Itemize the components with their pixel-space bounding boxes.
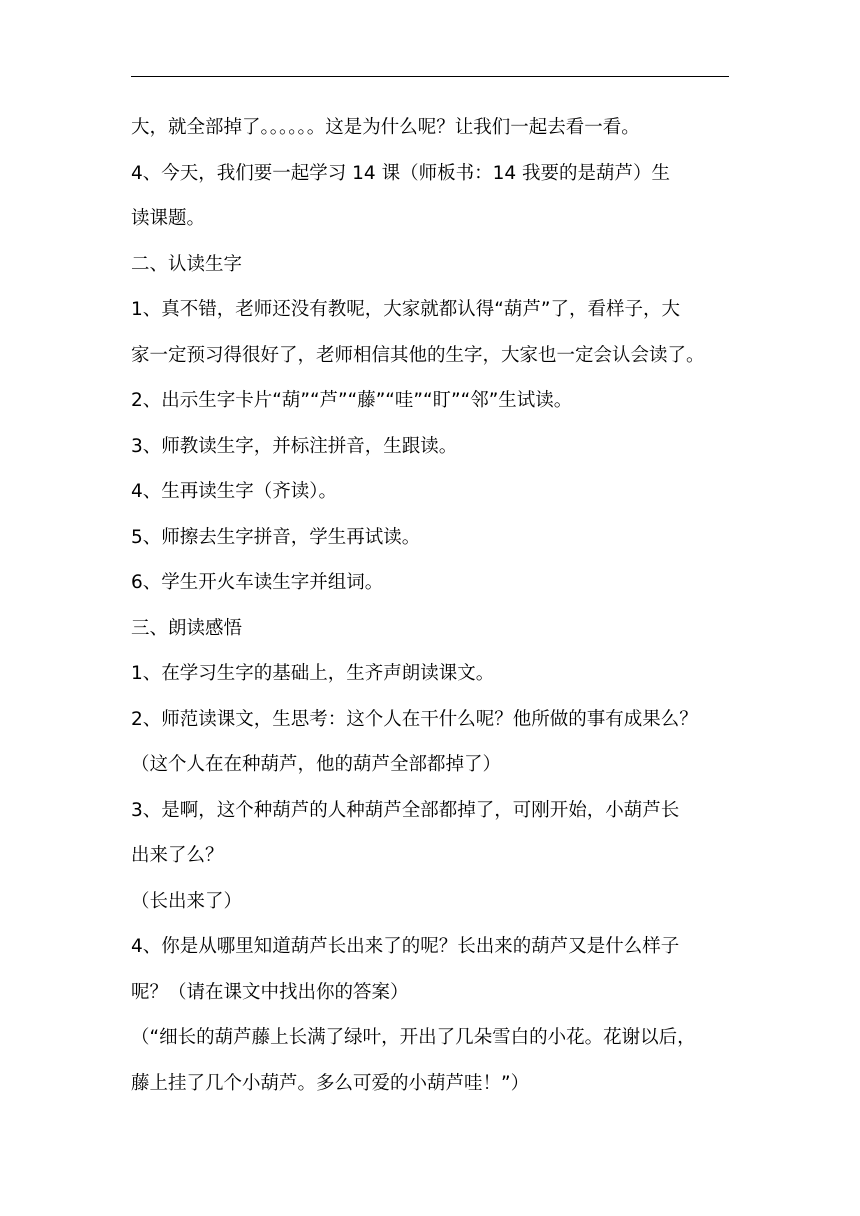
text-line: 读课题。 [131, 208, 206, 229]
text-line: 藤上挂了几个小葫芦。多么可爱的小葫芦哇！”） [131, 1072, 530, 1094]
text-line: 呢？（请在课文中找出你的答案） [131, 981, 409, 1003]
text-line: 家一定预习得很好了，老师相信其他的生字，大家也一定会认会读了。 [131, 344, 705, 366]
text-line: （长出来了） [131, 890, 243, 912]
header-rule [131, 76, 729, 77]
text-line: 1、在学习生字的基础上，生齐声朗读课文。 [131, 663, 495, 684]
text-line: 4、你是从哪里知道葫芦长出来了的呢？长出来的葫芦又是什么样子 [131, 936, 680, 957]
section-heading: 三、朗读感悟 [131, 617, 243, 639]
text-line: 3、是啊，这个种葫芦的人种葫芦全部都掉了，可刚开始，小葫芦长 [131, 799, 680, 821]
text-line: 2、师范读课文，生思考：这个人在干什么呢？他所做的事有成果么？ [131, 708, 698, 730]
text-line: 4、生再读生字（齐读）。 [131, 481, 338, 502]
text-line: 1、真不错，老师还没有教呢，大家就都认得“葫芦”了，看样子，大 [131, 299, 680, 320]
text-line: 2、出示生字卡片“葫”“芦”“藤”“哇”“盯”“邻”生试读。 [131, 390, 573, 411]
text-line: （这个人在在种葫芦，他的葫芦全部都掉了） [131, 754, 502, 775]
text-line: 4、今天，我们要一起学习 14 课（师板书：14 我要的是葫芦）生 [131, 162, 670, 184]
section-heading: 二、认读生字 [131, 253, 243, 275]
text-line: 5、师擦去生字拼音，学生再试读。 [131, 526, 421, 548]
text-line: 6、学生开火车读生字并组词。 [131, 572, 384, 593]
document-body [131, 105, 731, 1106]
text-line: （“细长的葫芦藤上长满了绿叶，开出了几朵雪白的小花。花谢以后， [131, 1027, 696, 1048]
text-line: 出来了么？ [131, 845, 224, 866]
text-line: 大，就全部掉了。。。。。。这是为什么呢？让我们一起去看一看。 [131, 117, 640, 138]
text-line: 3、师教读生字，并标注拼音，生跟读。 [131, 435, 458, 457]
